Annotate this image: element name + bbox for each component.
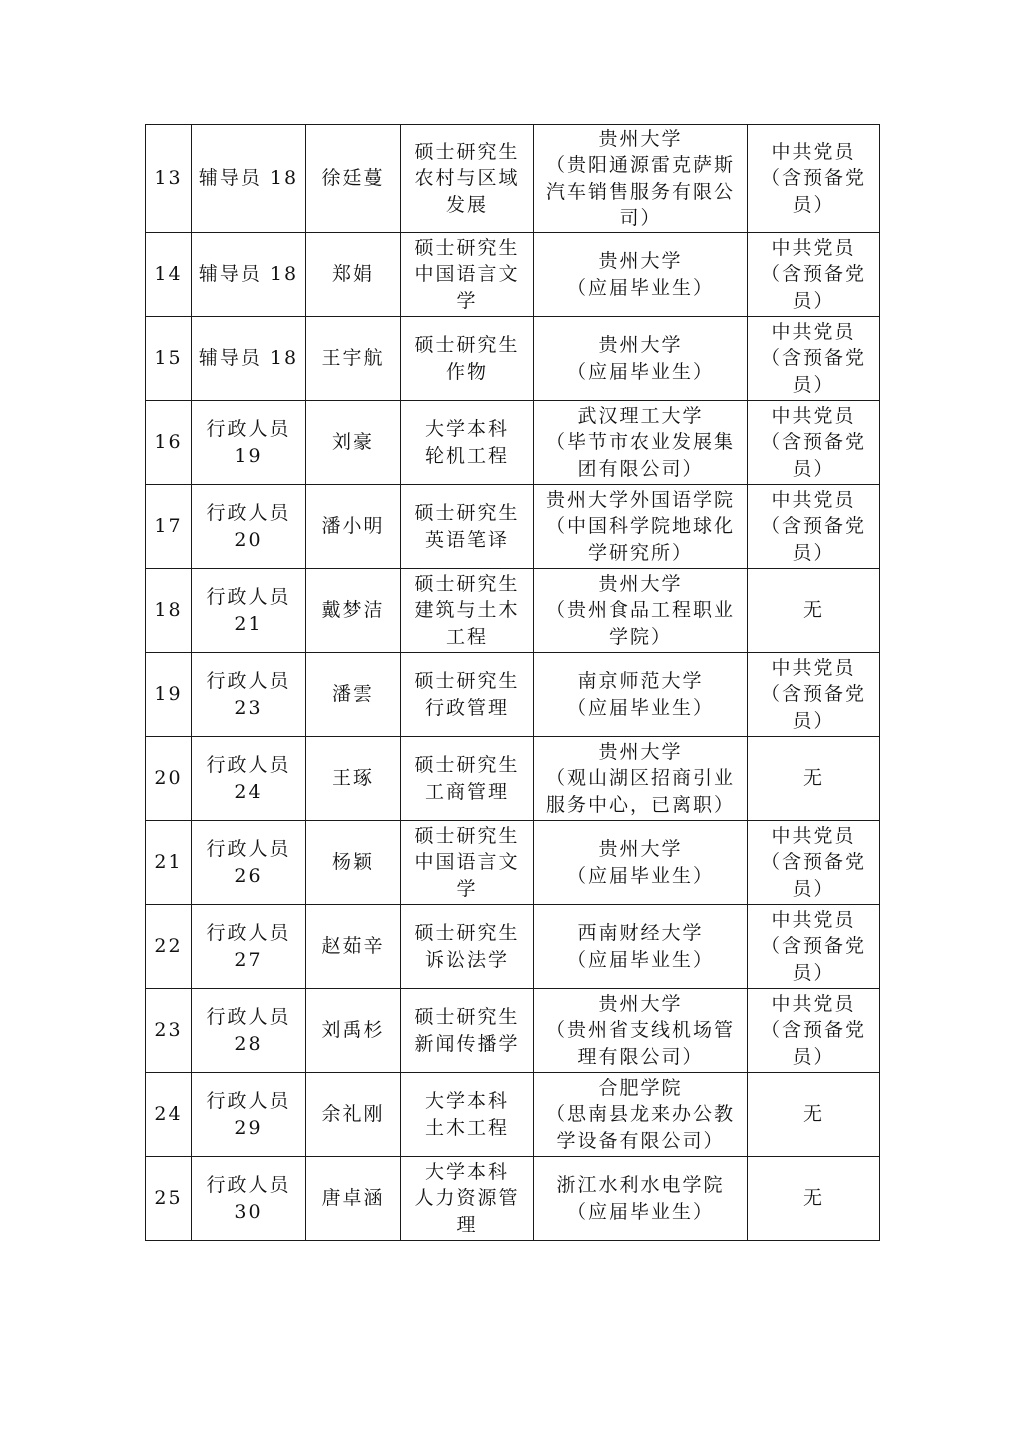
education-major-cell (401, 233, 534, 317)
position-cell-text: 行政人员 29 (206, 1090, 291, 1139)
table-row (146, 1157, 880, 1241)
education-major-cell-text: 硕士研究生 行政管理 (414, 670, 520, 719)
school-employer-cell (534, 233, 748, 317)
position-cell-text: 行政人员 26 (206, 838, 291, 887)
name-cell (306, 821, 401, 905)
education-major-cell-text: 硕士研究生 作物 (414, 334, 520, 383)
position-cell-text: 行政人员 24 (206, 754, 291, 803)
position-cell (192, 653, 306, 737)
name-cell (306, 569, 401, 653)
school-employer-cell (534, 401, 748, 485)
table-row (146, 905, 880, 989)
school-employer-cell-text: 贵州大学 （贵州食品工程职业 学院） (545, 572, 735, 648)
position-cell-text: 行政人员 30 (206, 1174, 291, 1223)
education-major-cell-text: 大学本科 土木工程 (424, 1090, 509, 1139)
political-status-cell-text: 中共党员 （含预备党 员） (760, 488, 866, 564)
name-cell (306, 737, 401, 821)
position-cell (192, 1157, 306, 1241)
row-number-cell-text: 20 (154, 767, 183, 790)
political-status-cell (748, 653, 880, 737)
school-employer-cell-text: 武汉理工大学 （毕节市农业发展集 团有限公司） (545, 404, 735, 480)
name-cell (306, 401, 401, 485)
school-employer-cell (534, 1157, 748, 1241)
political-status-cell-text: 中共党员 （含预备党 员） (760, 140, 866, 216)
position-cell-text: 辅导员 18 (198, 347, 299, 370)
school-employer-cell-text: 南京师范大学 （应届毕业生） (566, 670, 714, 719)
name-cell-text: 王琢 (331, 767, 374, 790)
row-number-cell (146, 905, 192, 989)
position-cell-text: 辅导员 18 (198, 263, 299, 286)
position-cell (192, 905, 306, 989)
school-employer-cell-text: 贵州大学外国语学院 （中国科学院地球化 学研究所） (545, 488, 735, 564)
school-employer-cell (534, 485, 748, 569)
row-number-cell-text: 24 (154, 1103, 183, 1126)
school-employer-cell-text: 浙江水利水电学院 （应届毕业生） (556, 1174, 725, 1223)
position-cell-text: 行政人员 21 (206, 586, 291, 635)
name-cell-text: 徐廷蔓 (321, 167, 385, 190)
political-status-cell-text: 无 (802, 767, 824, 790)
political-status-cell (748, 317, 880, 401)
education-major-cell-text: 硕士研究生 中国语言文 学 (414, 236, 520, 312)
political-status-cell-text: 中共党员 （含预备党 员） (760, 656, 866, 732)
row-number-cell-text: 21 (154, 851, 183, 874)
school-employer-cell-text: 合肥学院 （思南县龙来办公教 学设备有限公司） (545, 1076, 735, 1152)
row-number-cell-text: 19 (154, 683, 183, 706)
education-major-cell-text: 硕士研究生 中国语言文 学 (414, 824, 520, 900)
row-number-cell (146, 569, 192, 653)
school-employer-cell (534, 1073, 748, 1157)
political-status-cell (748, 233, 880, 317)
name-cell-text: 刘豪 (331, 431, 374, 454)
political-status-cell (748, 737, 880, 821)
education-major-cell (401, 821, 534, 905)
education-major-cell (401, 569, 534, 653)
row-number-cell (146, 821, 192, 905)
position-cell-text: 行政人员 19 (206, 418, 291, 467)
education-major-cell (401, 989, 534, 1073)
education-major-cell-text: 硕士研究生 建筑与土木 工程 (414, 572, 520, 648)
name-cell-text: 王宇航 (321, 347, 385, 370)
education-major-cell (401, 737, 534, 821)
position-cell (192, 317, 306, 401)
name-cell-text: 潘雲 (331, 683, 374, 706)
row-number-cell-text: 17 (154, 515, 183, 538)
name-cell (306, 233, 401, 317)
row-number-cell (146, 653, 192, 737)
education-major-cell (401, 125, 534, 233)
education-major-cell-text: 大学本科 人力资源管 理 (414, 1160, 520, 1236)
political-status-cell (748, 1073, 880, 1157)
name-cell-text: 刘禹杉 (321, 1019, 385, 1042)
political-status-cell-text: 无 (802, 1103, 824, 1126)
position-cell (192, 1073, 306, 1157)
row-number-cell-text: 22 (154, 935, 183, 958)
education-major-cell (401, 653, 534, 737)
political-status-cell-text: 中共党员 （含预备党 员） (760, 824, 866, 900)
education-major-cell-text: 硕士研究生 新闻传播学 (414, 1006, 520, 1055)
education-major-cell-text: 硕士研究生 农村与区域 发展 (414, 140, 520, 216)
name-cell-text: 余礼刚 (321, 1103, 385, 1126)
position-cell-text: 行政人员 23 (206, 670, 291, 719)
school-employer-cell (534, 989, 748, 1073)
table-body (146, 125, 880, 1241)
education-major-cell-text: 硕士研究生 诉讼法学 (414, 922, 520, 971)
position-cell-text: 行政人员 20 (206, 502, 291, 551)
row-number-cell-text: 15 (154, 347, 183, 370)
position-cell (192, 125, 306, 233)
political-status-cell (748, 125, 880, 233)
table-row (146, 1073, 880, 1157)
school-employer-cell-text: 贵州大学 （应届毕业生） (566, 334, 714, 383)
school-employer-cell (534, 737, 748, 821)
row-number-cell (146, 401, 192, 485)
political-status-cell (748, 401, 880, 485)
school-employer-cell (534, 569, 748, 653)
table-row (146, 989, 880, 1073)
position-cell (192, 485, 306, 569)
political-status-cell-text: 中共党员 （含预备党 员） (760, 320, 866, 396)
education-major-cell (401, 485, 534, 569)
political-status-cell-text: 无 (802, 1187, 824, 1210)
position-cell (192, 233, 306, 317)
row-number-cell-text: 18 (154, 599, 183, 622)
name-cell (306, 653, 401, 737)
education-major-cell-text: 硕士研究生 工商管理 (414, 754, 520, 803)
education-major-cell (401, 401, 534, 485)
school-employer-cell (534, 821, 748, 905)
school-employer-cell (534, 317, 748, 401)
political-status-cell-text: 中共党员 （含预备党 员） (760, 404, 866, 480)
name-cell (306, 1157, 401, 1241)
name-cell (306, 125, 401, 233)
school-employer-cell (534, 905, 748, 989)
row-number-cell (146, 317, 192, 401)
name-cell-text: 唐卓涵 (321, 1187, 385, 1210)
row-number-cell-text: 23 (154, 1019, 183, 1042)
political-status-cell (748, 485, 880, 569)
school-employer-cell-text: 贵州大学 （应届毕业生） (566, 250, 714, 299)
table-row (146, 401, 880, 485)
name-cell (306, 485, 401, 569)
political-status-cell-text: 中共党员 （含预备党 员） (760, 992, 866, 1068)
position-cell (192, 737, 306, 821)
political-status-cell (748, 1157, 880, 1241)
table-row (146, 737, 880, 821)
position-cell-text: 行政人员 28 (206, 1006, 291, 1055)
row-number-cell-text: 14 (154, 263, 183, 286)
row-number-cell (146, 989, 192, 1073)
name-cell-text: 杨颖 (331, 851, 374, 874)
row-number-cell (146, 1157, 192, 1241)
school-employer-cell-text: 贵州大学 （观山湖区招商引业 服务中心，已离职） (545, 740, 735, 816)
school-employer-cell-text: 贵州大学 （应届毕业生） (566, 838, 714, 887)
political-status-cell (748, 569, 880, 653)
table-row (146, 125, 880, 233)
table-row (146, 233, 880, 317)
table-row (146, 569, 880, 653)
name-cell-text: 戴梦洁 (321, 599, 385, 622)
row-number-cell (146, 233, 192, 317)
name-cell-text: 潘小明 (321, 515, 385, 538)
position-cell-text: 行政人员 27 (206, 922, 291, 971)
position-cell (192, 569, 306, 653)
school-employer-cell (534, 125, 748, 233)
row-number-cell (146, 737, 192, 821)
political-status-cell-text: 中共党员 （含预备党 员） (760, 236, 866, 312)
school-employer-cell-text: 西南财经大学 （应届毕业生） (566, 922, 714, 971)
education-major-cell (401, 1157, 534, 1241)
education-major-cell (401, 317, 534, 401)
education-major-cell (401, 1073, 534, 1157)
table-row (146, 821, 880, 905)
education-major-cell-text: 硕士研究生 英语笔译 (414, 502, 520, 551)
school-employer-cell-text: 贵州大学 （贵州省支线机场管 理有限公司） (545, 992, 735, 1068)
political-status-cell-text: 中共党员 （含预备党 员） (760, 908, 866, 984)
row-number-cell-text: 25 (154, 1187, 183, 1210)
position-cell (192, 821, 306, 905)
education-major-cell (401, 905, 534, 989)
row-number-cell (146, 485, 192, 569)
school-employer-cell (534, 653, 748, 737)
name-cell-text: 郑娟 (331, 263, 374, 286)
name-cell (306, 1073, 401, 1157)
candidate-table (145, 124, 880, 1241)
row-number-cell (146, 125, 192, 233)
name-cell-text: 赵茹辛 (321, 935, 385, 958)
political-status-cell (748, 905, 880, 989)
table-row (146, 485, 880, 569)
table-row (146, 317, 880, 401)
education-major-cell-text: 大学本科 轮机工程 (424, 418, 509, 467)
name-cell (306, 317, 401, 401)
political-status-cell (748, 989, 880, 1073)
row-number-cell-text: 16 (154, 431, 183, 454)
row-number-cell-text: 13 (154, 167, 183, 190)
row-number-cell (146, 1073, 192, 1157)
political-status-cell (748, 821, 880, 905)
position-cell (192, 401, 306, 485)
name-cell (306, 905, 401, 989)
name-cell (306, 989, 401, 1073)
table-row (146, 653, 880, 737)
position-cell-text: 辅导员 18 (198, 167, 299, 190)
school-employer-cell-text: 贵州大学 （贵阳通源雷克萨斯 汽车销售服务有限公 司） (545, 127, 735, 229)
position-cell (192, 989, 306, 1073)
political-status-cell-text: 无 (802, 599, 824, 622)
